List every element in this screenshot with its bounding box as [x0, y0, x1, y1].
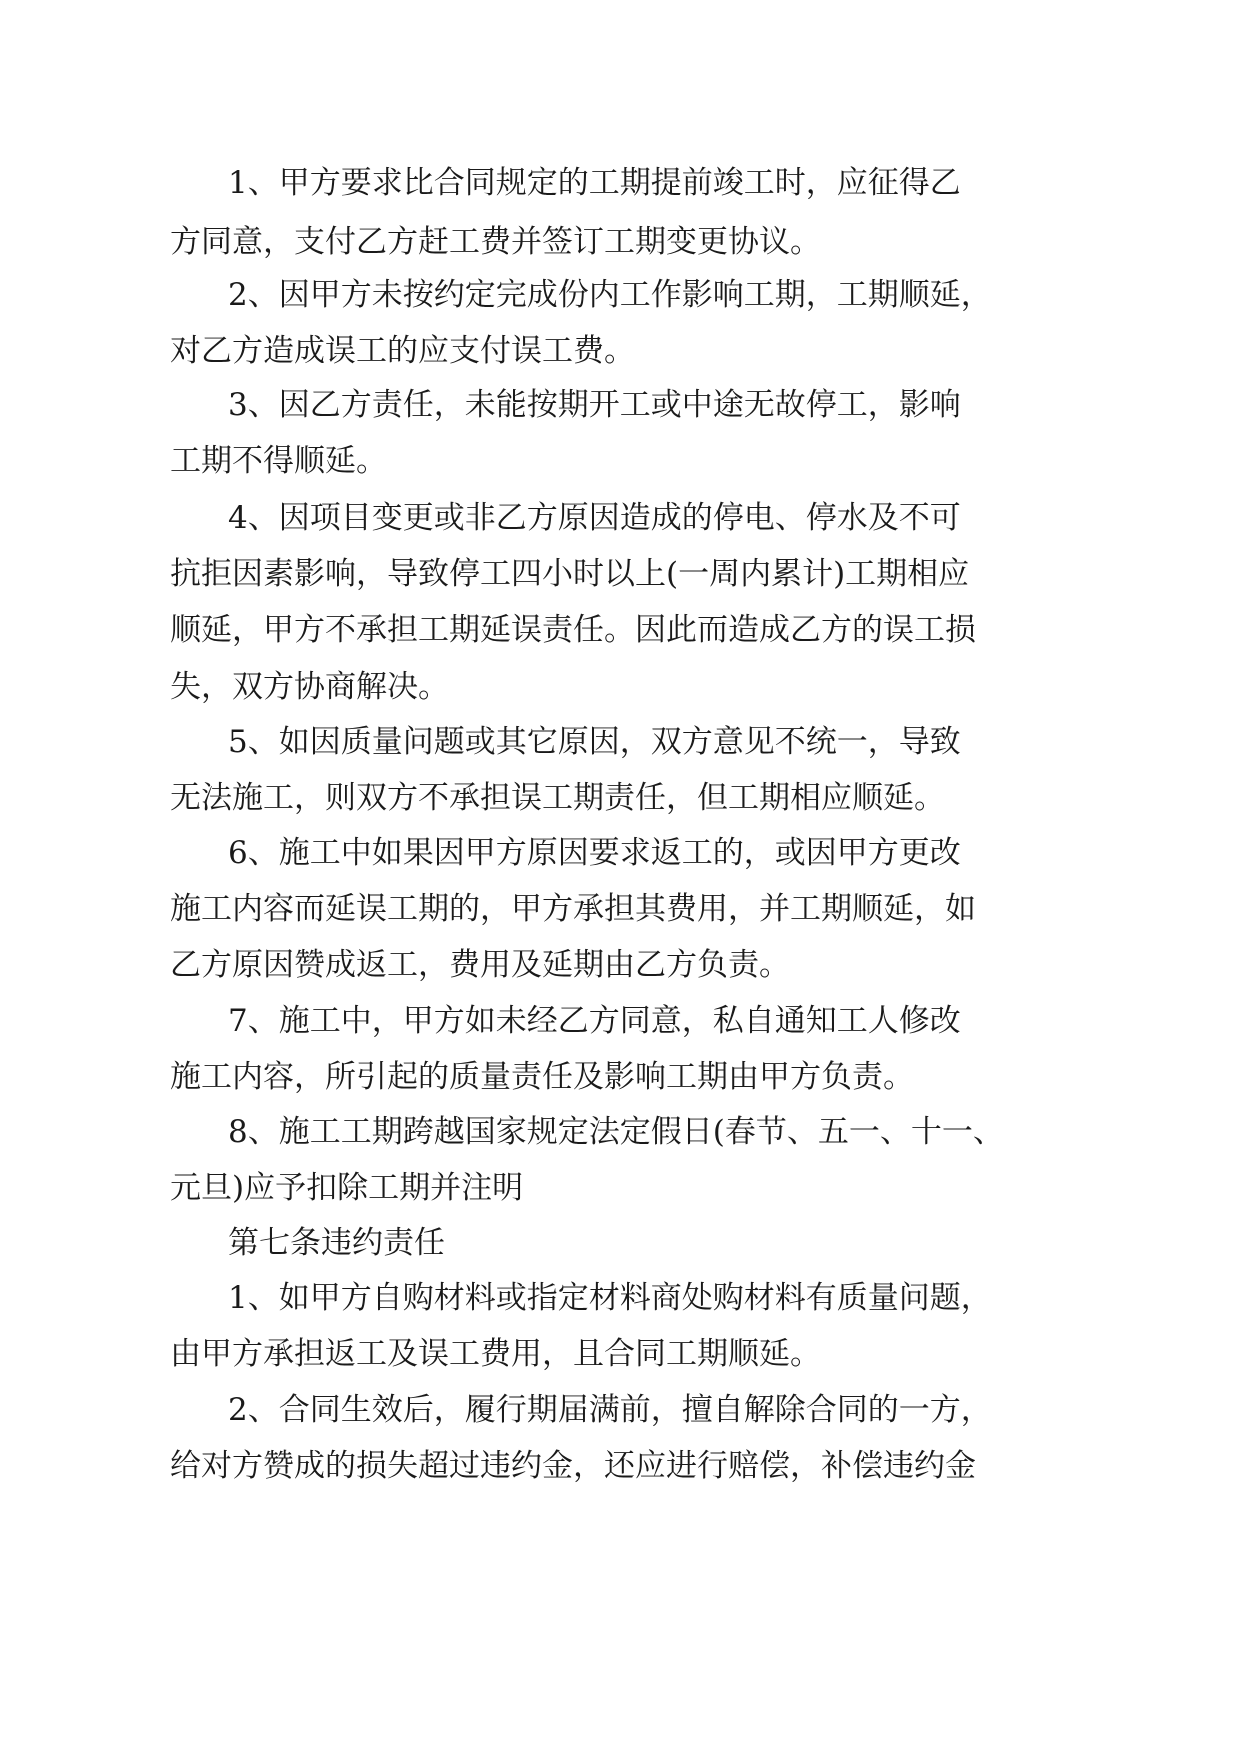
section-heading-article-7: 第七条违约责任 [228, 1225, 445, 1261]
paragraph-11-line-2: 给对方赞成的损失超过违约金，还应进行赔偿，补偿违约金 [170, 1448, 976, 1484]
paragraph-6-line-2: 施工内容而延误工期的，甲方承担其费用，并工期顺延，如 [170, 891, 976, 927]
paragraph-4-line-2: 抗拒因素影响，导致停工四小时以上(一周内累计)工期相应 [170, 556, 970, 592]
paragraph-5-line-1: 5、如因质量问题或其它原因，双方意见不统一，导致 [228, 724, 961, 760]
paragraph-4-line-4: 失，双方协商解决。 [170, 669, 449, 705]
paragraph-5-line-2: 无法施工，则双方不承担误工期责任，但工期相应顺延。 [170, 780, 945, 816]
paragraph-2-line-2: 对乙方造成误工的应支付误工费。 [170, 333, 635, 369]
paragraph-11-line-1: 2、合同生效后，履行期届满前，擅自解除合同的一方， [228, 1392, 992, 1428]
paragraph-7-line-1: 7、施工中，甲方如未经乙方同意，私自通知工人修改 [228, 1003, 961, 1039]
paragraph-10-line-2: 由甲方承担返工及误工费用，且合同工期顺延。 [170, 1336, 821, 1372]
paragraph-7-line-2: 施工内容，所引起的质量责任及影响工期由甲方负责。 [170, 1059, 914, 1095]
paragraph-1-line-2: 方同意，支付乙方赶工费并签订工期变更协议。 [170, 224, 821, 260]
paragraph-4-line-1: 4、因项目变更或非乙方原因造成的停电、停水及不可 [228, 500, 961, 536]
paragraph-8-line-2: 元旦)应予扣除工期并注明 [170, 1170, 524, 1206]
paragraph-6-line-1: 6、施工中如果因甲方原因要求返工的，或因甲方更改 [228, 835, 961, 871]
paragraph-1-line-1: 1、甲方要求比合同规定的工期提前竣工时，应征得乙 [228, 165, 961, 201]
paragraph-4-line-3: 顺延，甲方不承担工期延误责任。因此而造成乙方的误工损 [170, 612, 976, 648]
paragraph-10-line-1: 1、如甲方自购材料或指定材料商处购材料有质量问题， [228, 1280, 992, 1316]
paragraph-3-line-1: 3、因乙方责任，未能按期开工或中途无故停工，影响 [228, 387, 961, 423]
paragraph-8-line-1: 8、施工工期跨越国家规定法定假日(春节、五一、十一、 [228, 1114, 1004, 1150]
paragraph-3-line-2: 工期不得顺延。 [170, 443, 387, 479]
paragraph-6-line-3: 乙方原因赞成返工，费用及延期由乙方负责。 [170, 947, 790, 983]
paragraph-2-line-1: 2、因甲方未按约定完成份内工作影响工期，工期顺延， [228, 277, 992, 313]
